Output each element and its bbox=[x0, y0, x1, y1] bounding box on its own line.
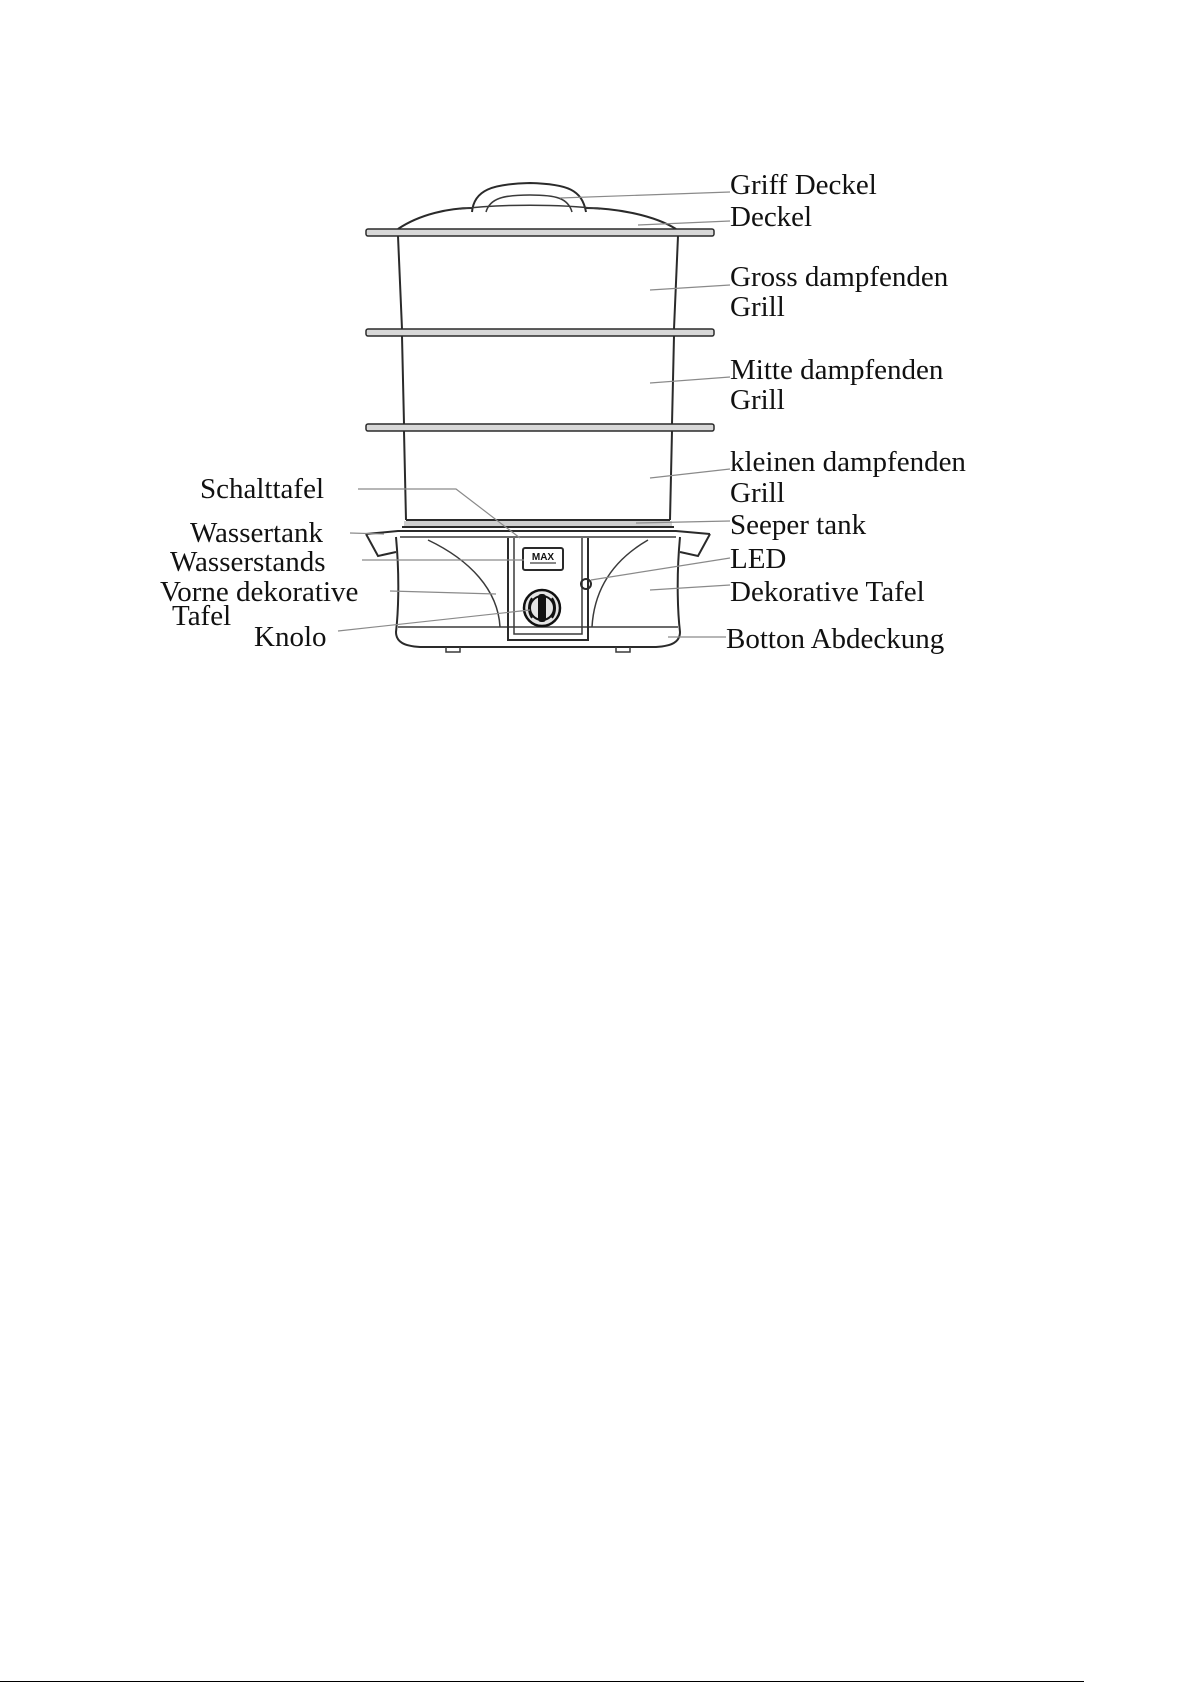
leader-griff-deckel bbox=[560, 192, 730, 198]
leader-mitte bbox=[650, 377, 730, 383]
label-dekorative-tafel: Dekorative Tafel bbox=[730, 576, 925, 608]
knob-grip bbox=[538, 594, 546, 622]
small-basket bbox=[404, 431, 672, 520]
label-led: LED bbox=[730, 543, 787, 575]
label-vorne-line1: Vorne dekorative bbox=[160, 576, 359, 608]
base-decor-right bbox=[592, 540, 648, 627]
label-kleinen-line2: Grill bbox=[730, 477, 785, 509]
water-tank-handle-right bbox=[680, 534, 710, 556]
lid-handle-inner bbox=[486, 195, 572, 212]
large-basket-rim bbox=[366, 329, 714, 336]
label-kleinen-line1: kleinen dampfenden bbox=[730, 446, 966, 478]
middle-basket-rim bbox=[366, 424, 714, 431]
leader-kleinen bbox=[650, 469, 730, 478]
labels-right bbox=[726, 169, 966, 655]
large-basket bbox=[398, 236, 678, 329]
labels-left bbox=[160, 473, 358, 653]
label-gross-line2: Grill bbox=[730, 291, 785, 323]
label-griff-deckel: Griff Deckel bbox=[730, 169, 877, 201]
label-wassertank: Wassertank bbox=[190, 517, 323, 549]
label-vorne-line2: Tafel bbox=[172, 600, 232, 632]
seeper-tank-band bbox=[404, 521, 672, 526]
label-wasserstands: Wasserstands bbox=[170, 546, 326, 578]
leader-knolo bbox=[338, 610, 530, 631]
lid-rim bbox=[366, 229, 714, 236]
label-knolo: Knolo bbox=[254, 621, 327, 653]
leader-vorne bbox=[390, 591, 496, 594]
label-schalttafel: Schalttafel bbox=[200, 473, 325, 505]
label-deckel: Deckel bbox=[730, 201, 813, 233]
leader-gross bbox=[650, 285, 730, 290]
steamer-illustration bbox=[366, 183, 714, 652]
leader-dekorative bbox=[650, 585, 730, 590]
leader-led bbox=[591, 558, 730, 580]
label-seeper-tank: Seeper tank bbox=[730, 509, 867, 541]
water-tank-lip bbox=[366, 531, 710, 534]
middle-basket bbox=[402, 336, 674, 424]
lid-dome bbox=[398, 208, 676, 229]
max-marker: MAX bbox=[531, 552, 555, 563]
leader-deckel bbox=[638, 221, 730, 225]
lid-dome-top bbox=[460, 205, 600, 209]
page-bottom-rule bbox=[0, 1681, 1084, 1682]
label-mitte-line1: Mitte dampfenden bbox=[730, 354, 944, 386]
label-mitte-line2: Grill bbox=[730, 384, 785, 416]
water-tank-handle-left bbox=[366, 534, 396, 556]
label-gross-line1: Gross dampfenden bbox=[730, 261, 949, 293]
label-botton-abdeckung: Botton Abdeckung bbox=[726, 623, 945, 655]
